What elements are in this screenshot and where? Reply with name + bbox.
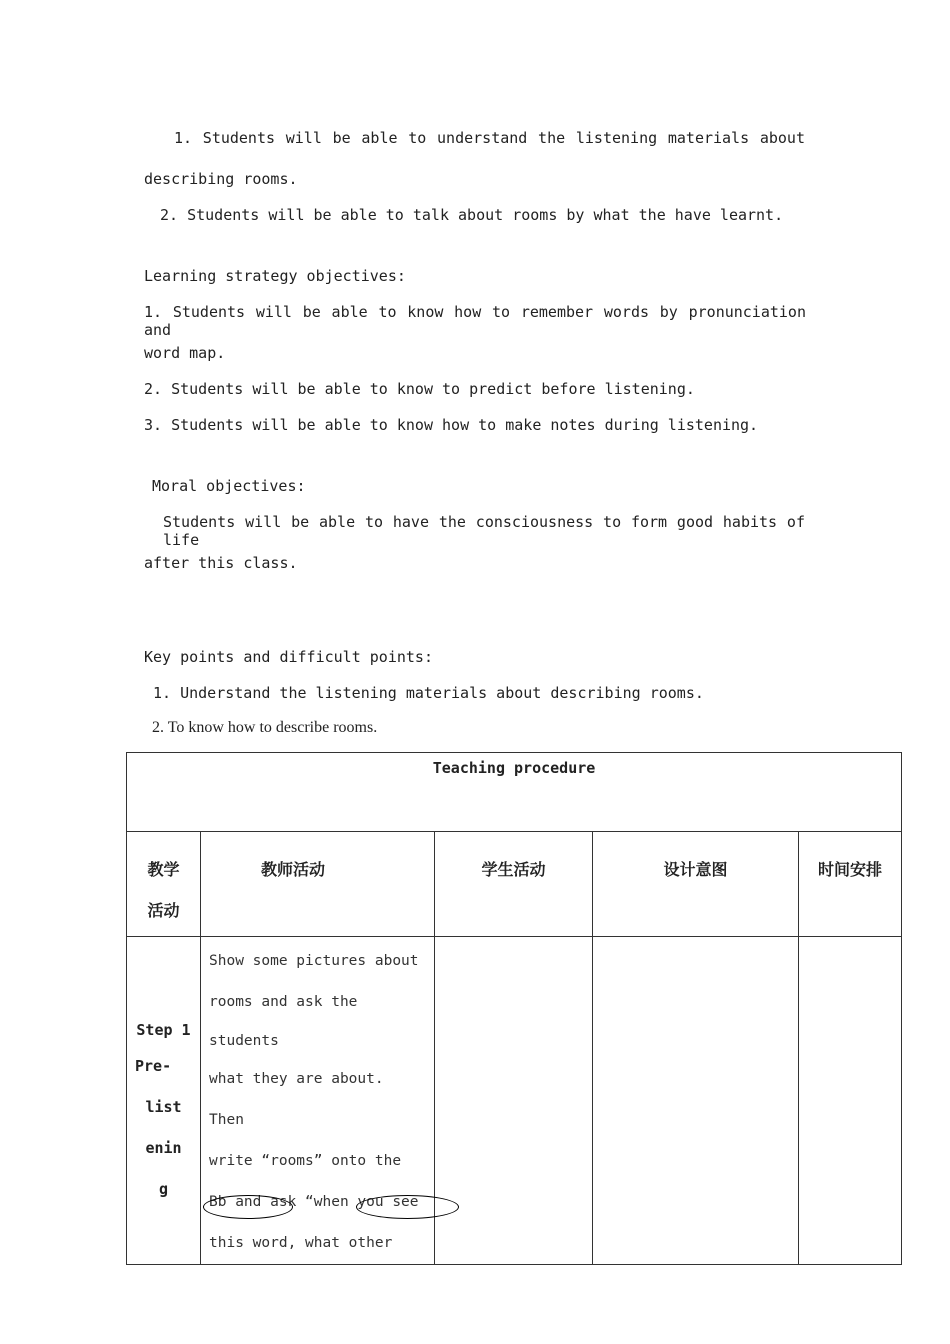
table-title: Teaching procedure xyxy=(432,759,596,777)
key-point-2: 2. To know how to describe rooms. xyxy=(152,719,378,736)
step1-time-cell xyxy=(799,937,902,1265)
header-teacher xyxy=(201,832,435,937)
header-design xyxy=(593,832,799,937)
moral-line2: after this class. xyxy=(144,554,298,572)
header-student-label: 学生活动 xyxy=(481,860,546,879)
strategy-2: 2. Students will be able to know to predict before listening. xyxy=(144,380,695,398)
header-activity-line2: 活动 xyxy=(147,901,180,920)
step1-label-line4: enin xyxy=(145,1139,182,1157)
step1-label-line5: g xyxy=(158,1180,169,1198)
strategy-3: 3. Students will be able to know how to make notes during listening. xyxy=(144,416,759,434)
objective-1-line2: describing rooms. xyxy=(144,170,298,188)
key-points-heading: Key points and difficult points: xyxy=(144,648,433,666)
oval-shape-left xyxy=(203,1195,293,1219)
key-point-1: 1. Understand the listening materials about describing rooms. xyxy=(153,684,704,702)
objective-2: 2. Students will be able to talk about rooms by what the have learnt. xyxy=(160,206,784,224)
header-time-label: 时间安排 xyxy=(818,860,883,879)
step1-label-line2: Pre- xyxy=(135,1057,172,1075)
teacher-line: write “rooms” onto the xyxy=(209,1153,402,1169)
teaching-procedure-table xyxy=(126,752,902,1265)
moral-heading: Moral objectives: xyxy=(152,477,306,495)
header-design-label: 设计意图 xyxy=(663,860,728,879)
teacher-line: Bb and ask “when you see xyxy=(209,1194,419,1210)
step1-label-cell xyxy=(127,937,201,1265)
header-time xyxy=(799,832,902,937)
table-title-cell xyxy=(127,753,902,832)
strategy-1-line1: 1. Students will be able to know how to remember words by pronunciation and xyxy=(144,303,806,339)
teacher-line: what they are about. Then xyxy=(209,1071,384,1128)
step1-design-cell xyxy=(593,937,799,1265)
objective-1-line1: 1. Students will be able to understand the listening materials about xyxy=(174,129,805,147)
teacher-line: students xyxy=(209,1033,279,1049)
teacher-line: this word, what other xyxy=(209,1235,393,1251)
moral-line1: Students will be able to have the consciousness to form good habits of life xyxy=(163,513,805,549)
header-student xyxy=(435,832,593,937)
header-activity xyxy=(127,832,201,937)
header-teacher-label: 教师活动 xyxy=(261,860,326,879)
teacher-line: Show some pictures about xyxy=(209,953,419,969)
step1-label-line1: Step 1 xyxy=(136,1021,191,1039)
teacher-line: rooms and ask the xyxy=(209,994,358,1010)
step1-student-cell xyxy=(435,937,593,1265)
header-activity-line1: 教学 xyxy=(147,860,180,879)
learning-strategy-heading: Learning strategy objectives: xyxy=(144,267,406,285)
step1-label-line3: list xyxy=(145,1098,182,1116)
oval-shape-right xyxy=(356,1195,459,1219)
strategy-1-line2: word map. xyxy=(144,344,226,362)
